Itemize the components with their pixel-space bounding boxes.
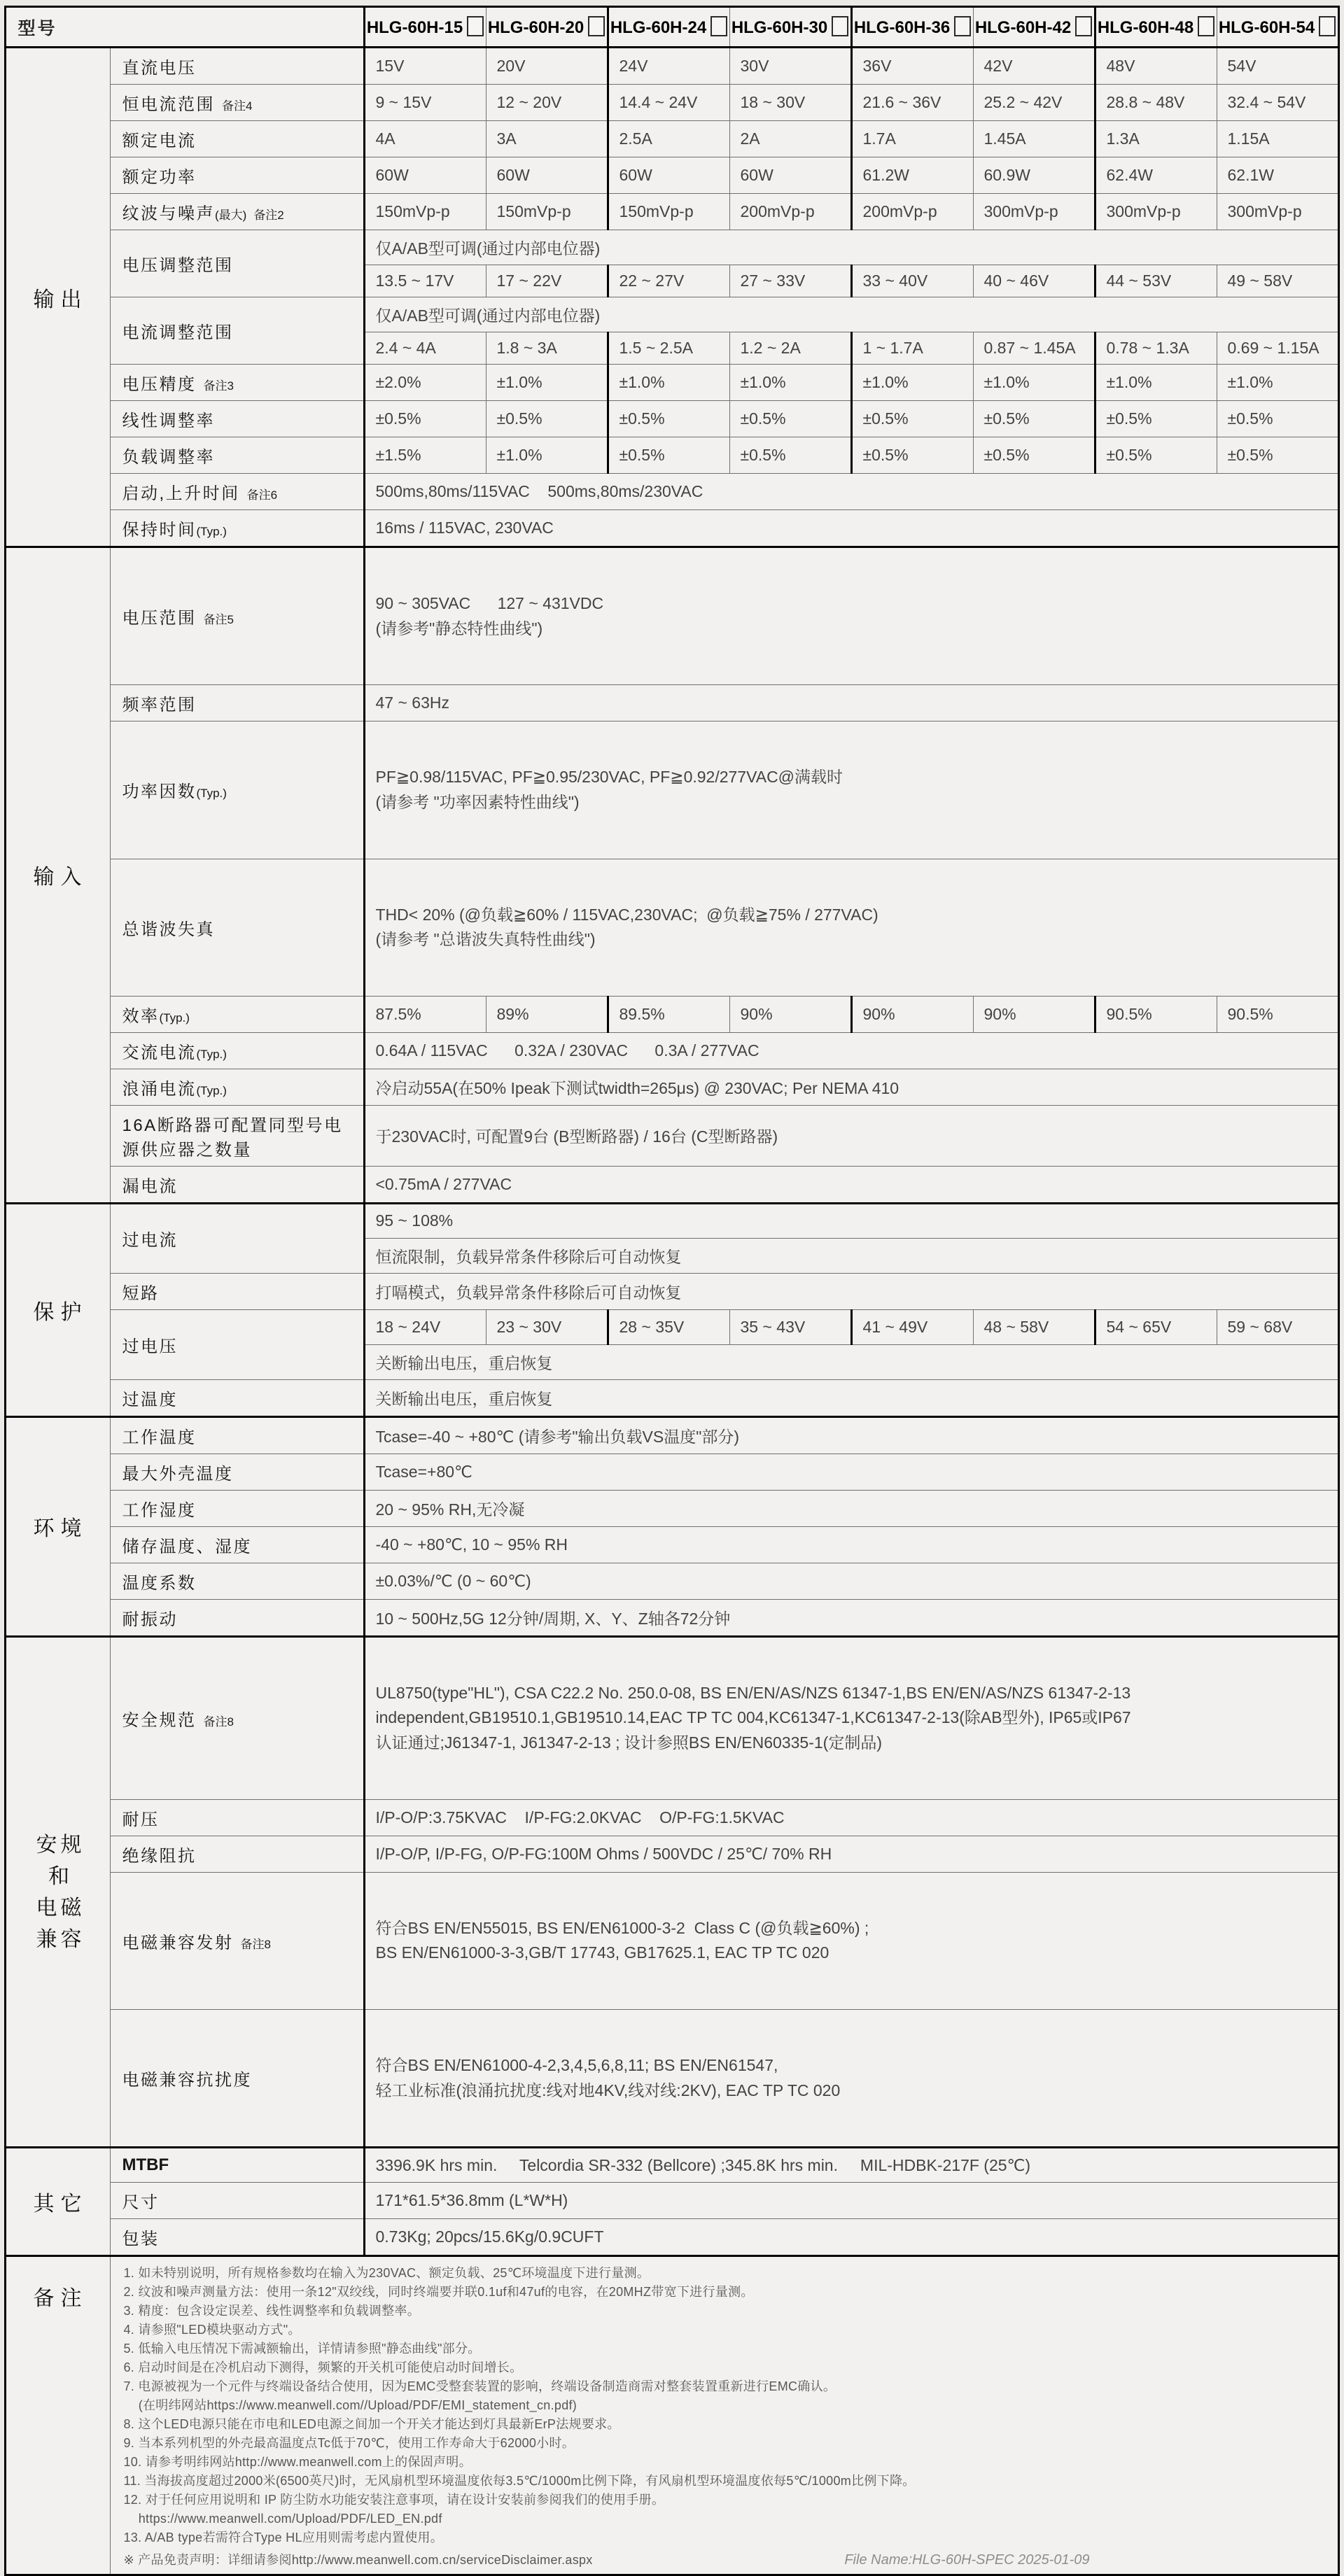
row-label: 功率因数(Typ.) [111, 722, 364, 859]
spec-value-cell: 60.9W [973, 157, 1095, 194]
spec-value-cell: 60W [729, 157, 851, 194]
spec-value-full: THD< 20% (@负载≧60% / 115VAC,230VAC; @负载≧75% / 277VAC) (请参考 "总谐波失真特性曲线") [364, 859, 1338, 996]
spec-value-cell: 54V [1217, 48, 1338, 85]
row-label: 额定电流 [111, 121, 364, 157]
spec-value-cell: ±0.5% [851, 401, 973, 437]
spec-value-cell: 18 ~ 30V [729, 85, 851, 121]
spec-value-full: PF≧0.98/115VAC, PF≧0.95/230VAC, PF≧0.92/277VAC@满载时 (请参考 "功率因素特性曲线") [364, 722, 1338, 859]
section-output [6, 48, 1338, 547]
spec-value-full: 171*61.5*36.8mm (L*W*H) [364, 2183, 1338, 2219]
page-footer [123, 2550, 1327, 2568]
spec-value-cell: 36V [851, 48, 973, 85]
spec-value-cell: 150mVp-p [364, 194, 486, 230]
spec-value-cell: ±2.0% [364, 365, 486, 401]
spec-value-cell: 54 ~ 65V [1095, 1309, 1217, 1344]
row-label: 过电压 [111, 1309, 364, 1379]
spec-row-efficiency [6, 996, 1338, 1032]
model-column-header: HLG-60H-54 [1217, 7, 1338, 48]
spec-value-full: -40 ~ +80℃, 10 ~ 95% RH [364, 1526, 1338, 1563]
spec-value-full: <0.75mA / 277VAC [364, 1166, 1338, 1203]
section-label-notes: 备注 [6, 2256, 111, 2575]
note-line: 11. 当海拔高度超过2000米(6500英尺)时，无风扇机型环境温度依每3.5℃/1000m比例下降，有风扇机型环境温度依每5℃/1000m比例下降。 [123, 2474, 916, 2489]
spec-value-cell: 62.1W [1217, 157, 1338, 194]
spec-value-cell: ±0.5% [851, 437, 973, 474]
spec-value-cell: 2A [729, 121, 851, 157]
spec-value-full: 符合BS EN/EN61000-4-2,3,4,5,6,8,11; BS EN/EN61547, 轻工业标准(浪涌抗扰度:线对地4KV,线对线:2KV), EAC TP TC 020 [364, 2010, 1338, 2148]
disclaimer-text: ※ 产品免责声明：详细请参阅http://www.meanwell.com.cn/serviceDisclaimer.aspx [123, 2553, 593, 2568]
spec-value-cell: 48 ~ 58V [973, 1309, 1095, 1344]
file-name-text: File Name:HLG-60H-SPEC 2025-01-09 [844, 2552, 1090, 2568]
note-line: 10. 请参考明纬网站http://www.meanwell.com上的保固声明。 [123, 2455, 472, 2470]
spec-value-cell: 90% [851, 996, 973, 1032]
spec-value-cell: ±1.0% [729, 365, 851, 401]
spec-value-cell: 28.8 ~ 48V [1095, 85, 1217, 121]
note-line: 13. A/AB type若需符合Type HL应用则需考虑内置使用。 [123, 2531, 444, 2545]
spec-value-cell: 89.5% [608, 996, 729, 1032]
spec-value-cell: 24V [608, 48, 729, 85]
section-environment [6, 1416, 1338, 1636]
spec-value-cell: 27 ~ 33V [729, 265, 851, 297]
spec-row-storage-temp-humidity [6, 1526, 1338, 1563]
blank-option-box [588, 16, 605, 36]
spec-row-ac-current [6, 1032, 1338, 1069]
row-label: 保持时间(Typ.) [111, 510, 364, 547]
spec-row-voltage-adj-note [6, 230, 1338, 265]
model-column-header: HLG-60H-42 [973, 7, 1095, 48]
spec-value-cell: 1 ~ 1.7A [851, 332, 973, 365]
row-label: 直流电压 [111, 48, 364, 85]
spec-value-cell: ±1.0% [973, 365, 1095, 401]
spec-value-cell: ±1.5% [364, 437, 486, 474]
model-column-header: HLG-60H-30 [729, 7, 851, 48]
spec-value-cell: 4A [364, 121, 486, 157]
spec-value-cell: 150mVp-p [486, 194, 608, 230]
spec-value-cell: ±0.5% [1217, 437, 1338, 474]
spec-row-line-regulation [6, 401, 1338, 437]
spec-value-cell: 60W [608, 157, 729, 194]
note-line: 1. 如未特别说明，所有规格参数均在输入为230VAC、额定负载、25℃环境温度下进行量测。 [123, 2266, 650, 2281]
spec-value-cell: 300mVp-p [1217, 194, 1338, 230]
spec-value-full: UL8750(type"HL"), CSA C22.2 No. 250.0-08, BS EN/EN/AS/NZS 61347-1,BS EN/EN/AS/NZS 61347-2-13 independent,GB19510.1,GB19510.14,EAC TP TC 004,KC61347-1,KC61347-2-13(除AB型外), IP65或IP67 认证通过;J61347-1, J61347-2-13 ; 设计参照BS EN/EN60335-1(定制品) [364, 1636, 1338, 1799]
spec-value-full: 符合BS EN/EN55015, BS EN/EN61000-3-2 Class C (@负载≧60%) ; BS EN/EN61000-3-3,GB/T 17743, GB17625.1, EAC TP TC 020 [364, 1872, 1338, 2009]
spec-value-cell: 1.45A [973, 121, 1095, 157]
row-label: 额定功率 [111, 157, 364, 194]
model-header-row [6, 7, 1338, 48]
spec-value-cell: 89% [486, 996, 608, 1032]
spec-value-cell: 90.5% [1217, 996, 1338, 1032]
spec-value-cell: 48V [1095, 48, 1217, 85]
spec-value-cell: 300mVp-p [973, 194, 1095, 230]
spec-row-leakage-current [6, 1166, 1338, 1203]
spec-value-cell: 3A [486, 121, 608, 157]
spec-row-dimension [6, 2183, 1338, 2219]
section-others [6, 2148, 1338, 2256]
row-label: 安全规范 备注8 [111, 1636, 364, 1799]
spec-value-cell: ±0.5% [1095, 437, 1217, 474]
spec-value-cell: 32.4 ~ 54V [1217, 85, 1338, 121]
notes-row [6, 2256, 1338, 2575]
note-line: 7. 电源被视为一个元件与终端设备结合使用，因为EMC受整套装置的影响，终端设备制造商需对整套装置重新进行EMC确认。 [123, 2379, 836, 2394]
spec-value-cell: 60W [364, 157, 486, 194]
spec-value-full: 0.64A / 115VAC 0.32A / 230VAC 0.3A / 277VAC [364, 1032, 1338, 1069]
adjust-condition-text: 仅A/AB型可调(通过内部电位器) [364, 297, 1338, 332]
spec-value-full: 500ms,80ms/115VAC 500ms,80ms/230VAC [364, 474, 1338, 510]
row-label: 最大外壳温度 [111, 1454, 364, 1490]
spec-value-cell: 87.5% [364, 996, 486, 1032]
model-label: 型号 [6, 7, 364, 48]
spec-value-full: 冷启动55A(在50% Ipeak下测试twidth=265μs) @ 230VAC; Per NEMA 410 [364, 1069, 1338, 1105]
blank-option-box [954, 16, 971, 36]
spec-row-over-current-range [6, 1203, 1338, 1238]
blank-option-box [467, 16, 484, 36]
note-line: 3. 精度：包含设定误差、线性调整率和负载调整率。 [123, 2304, 420, 2318]
spec-value-cell: ±0.5% [973, 437, 1095, 474]
spec-value-cell: 20V [486, 48, 608, 85]
note-line: (在明纬网站https://www.meanwell.com//Upload/PDF/EMI_statement_cn.pdf) [123, 2398, 578, 2413]
section-label-safety-emc: 安规 和 电磁 兼容 [6, 1636, 111, 2147]
spec-value-full: 10 ~ 500Hz,5G 12分钟/周期, X、Y、Z轴各72分钟 [364, 1599, 1338, 1636]
spec-value-full: 于230VAC时, 可配置9台 (B型断路器) / 16台 (C型断路器) [364, 1105, 1338, 1166]
spec-value-full: 0.73Kg; 20pcs/15.6Kg/0.9CUFT [364, 2219, 1338, 2256]
row-label: 总谐波失真 [111, 859, 364, 996]
spec-row-inrush-current [6, 1069, 1338, 1105]
section-safety-emc [6, 1636, 1338, 2147]
spec-value-cell: ±0.5% [608, 437, 729, 474]
spec-value-cell: 12 ~ 20V [486, 85, 608, 121]
spec-row-rated-power [6, 157, 1338, 194]
row-label: 工作湿度 [111, 1490, 364, 1526]
spec-value-cell: 9 ~ 15V [364, 85, 486, 121]
spec-value-cell: 42V [973, 48, 1095, 85]
spec-row-temp-coefficient [6, 1563, 1338, 1599]
spec-value-cell: ±0.5% [1095, 401, 1217, 437]
spec-value-cell: 21.6 ~ 36V [851, 85, 973, 121]
spec-value-full: 关断输出电压，重启恢复 [364, 1344, 1338, 1379]
spec-row-power-factor [6, 722, 1338, 859]
spec-value-cell: ±1.0% [851, 365, 973, 401]
spec-value-cell: 13.5 ~ 17V [364, 265, 486, 297]
note-line: 9. 当本系列机型的外壳最高温度点Tc低于70℃，使用工作寿命大于62000小时。 [123, 2436, 575, 2451]
spec-value-cell: 0.87 ~ 1.45A [973, 332, 1095, 365]
spec-row-over-voltage-values [6, 1309, 1338, 1344]
model-column-header: HLG-60H-36 [851, 7, 973, 48]
row-label: 恒电流范围 备注4 [111, 85, 364, 121]
row-label: 电磁兼容抗扰度 [111, 2010, 364, 2148]
section-label-protection: 保护 [6, 1203, 111, 1416]
spec-value-cell: 62.4W [1095, 157, 1217, 194]
spec-row-setup-rise-time [6, 474, 1338, 510]
spec-value-cell: 33 ~ 40V [851, 265, 973, 297]
spec-value-cell: 60W [486, 157, 608, 194]
row-label: 漏电流 [111, 1166, 364, 1203]
spec-value-full: 16ms / 115VAC, 230VAC [364, 510, 1338, 547]
spec-value-cell: 41 ~ 49V [851, 1309, 973, 1344]
spec-row-working-humidity [6, 1490, 1338, 1526]
spec-value-cell: ±1.0% [486, 437, 608, 474]
row-label: 工作温度 [111, 1416, 364, 1454]
row-label: 效率(Typ.) [111, 996, 364, 1032]
row-label: 浪涌电流(Typ.) [111, 1069, 364, 1105]
blank-option-box [1075, 16, 1092, 36]
spec-value-cell: ±0.5% [608, 401, 729, 437]
spec-value-cell: 150mVp-p [608, 194, 729, 230]
row-label: 短路 [111, 1273, 364, 1309]
blank-option-box [710, 16, 727, 36]
spec-value-cell: ±0.5% [973, 401, 1095, 437]
spec-value-cell: ±0.5% [1217, 401, 1338, 437]
spec-value-cell: 61.2W [851, 157, 973, 194]
model-column-header: HLG-60H-20 [486, 7, 608, 48]
section-notes [6, 2256, 1338, 2575]
spec-value-cell: ±0.5% [729, 401, 851, 437]
spec-value-cell: 17 ~ 22V [486, 265, 608, 297]
row-label: 过温度 [111, 1379, 364, 1416]
spec-row-isolation-resistance [6, 1836, 1338, 1872]
row-label: 包装 [111, 2219, 364, 2256]
spec-row-rated-current [6, 121, 1338, 157]
spec-value-cell: 0.78 ~ 1.3A [1095, 332, 1217, 365]
spec-row-frequency-range [6, 685, 1338, 722]
spec-value-cell: 300mVp-p [1095, 194, 1217, 230]
spec-row-withstand-voltage [6, 1799, 1338, 1836]
spec-row-max-case-temp [6, 1454, 1338, 1490]
row-label: 16A断路器可配置同型号电源供应器之数量 [111, 1105, 364, 1166]
model-column-header: HLG-60H-24 [608, 7, 729, 48]
spec-row-short-circuit [6, 1273, 1338, 1309]
blank-option-box [1198, 16, 1214, 36]
section-label-input: 输入 [6, 547, 111, 1204]
row-label: 绝缘阻抗 [111, 1836, 364, 1872]
row-label: 温度系数 [111, 1563, 364, 1599]
spec-value-full: 3396.9K hrs min. Telcordia SR-332 (Bellcore) ;345.8K hrs min. MIL-HDBK-217F (25℃) [364, 2148, 1338, 2183]
note-line: https://www.meanwell.com/Upload/PDF/LED_EN.pdf [123, 2512, 442, 2526]
row-label: 启动,上升时间 备注6 [111, 474, 364, 510]
section-label-output: 输出 [6, 48, 111, 547]
spec-value-cell: ±0.5% [486, 401, 608, 437]
spec-value-cell: ±0.5% [729, 437, 851, 474]
spec-value-full: 90 ~ 305VAC 127 ~ 431VDC (请参考"静态特性曲线") [364, 547, 1338, 685]
spec-value-cell: 15V [364, 48, 486, 85]
spec-row-dc-voltage [6, 48, 1338, 85]
spec-row-current-adj-note [6, 297, 1338, 332]
spec-row-emc-immunity [6, 2010, 1338, 2148]
spec-value-cell: 28 ~ 35V [608, 1309, 729, 1344]
spec-value-cell: 59 ~ 68V [1217, 1309, 1338, 1344]
row-label: 耐振动 [111, 1599, 364, 1636]
spec-value-cell: 1.15A [1217, 121, 1338, 157]
spec-row-ripple-noise [6, 194, 1338, 230]
spec-value-cell: 1.7A [851, 121, 973, 157]
row-label: MTBF [111, 2148, 364, 2183]
spec-value-full: 关断输出电压，重启恢复 [364, 1379, 1338, 1416]
spec-value-full: 恒流限制，负载异常条件移除后可自动恢复 [364, 1238, 1338, 1273]
spec-value-cell: 0.69 ~ 1.15A [1217, 332, 1338, 365]
blank-option-box [1319, 16, 1336, 36]
notes-list [123, 2264, 1327, 2547]
row-label: 储存温度、湿度 [111, 1526, 364, 1563]
spec-value-cell: 49 ~ 58V [1217, 265, 1338, 297]
spec-value-cell: 90.5% [1095, 996, 1217, 1032]
row-label: 电压调整范围 [111, 230, 364, 297]
spec-value-cell: 44 ~ 53V [1095, 265, 1217, 297]
row-label: 负载调整率 [111, 437, 364, 474]
spec-row-hold-up-time [6, 510, 1338, 547]
spec-value-cell: 22 ~ 27V [608, 265, 729, 297]
spec-value-full: ±0.03%/℃ (0 ~ 60℃) [364, 1563, 1338, 1599]
note-line: 6. 启动时间是在冷机启动下测得，频繁的开关机可能使启动时间增长。 [123, 2360, 523, 2375]
spec-value-cell: 200mVp-p [729, 194, 851, 230]
spec-value-cell: ±1.0% [608, 365, 729, 401]
spec-value-full: I/P-O/P:3.75KVAC I/P-FG:2.0KVAC O/P-FG:1.5KVAC [364, 1799, 1338, 1836]
row-label: 尺寸 [111, 2183, 364, 2219]
row-label: 过电流 [111, 1203, 364, 1273]
spec-value-cell: 2.4 ~ 4A [364, 332, 486, 365]
spec-value-full: 20 ~ 95% RH,无冷凝 [364, 1490, 1338, 1526]
spec-row-vibration [6, 1599, 1338, 1636]
spec-value-cell: ±0.5% [364, 401, 486, 437]
spec-row-packing [6, 2219, 1338, 2256]
spec-value-cell: 1.8 ~ 3A [486, 332, 608, 365]
spec-sheet-page [0, 6, 1344, 2576]
row-label: 频率范围 [111, 685, 364, 722]
spec-value-cell: 1.2 ~ 2A [729, 332, 851, 365]
spec-value-cell: ±1.0% [1095, 365, 1217, 401]
spec-value-full: 47 ~ 63Hz [364, 685, 1338, 722]
row-label: 耐压 [111, 1799, 364, 1836]
notes-content [111, 2256, 1338, 2575]
spec-row-voltage-tolerance [6, 365, 1338, 401]
spec-value-cell: ±1.0% [1217, 365, 1338, 401]
spec-value-cell: 35 ~ 43V [729, 1309, 851, 1344]
note-line: 4. 请参照"LED模块驱动方式"。 [123, 2323, 301, 2337]
spec-value-cell: 90% [729, 996, 851, 1032]
spec-value-full: Tcase=-40 ~ +80℃ (请参考"输出负载VS温度"部分) [364, 1416, 1338, 1454]
row-label: 电磁兼容发射 备注8 [111, 1872, 364, 2009]
spec-value-cell: ±1.0% [486, 365, 608, 401]
note-line: 5. 低输入电压情况下需减额输出，详情请参照"静态曲线"部分。 [123, 2342, 481, 2356]
spec-value-cell: 1.5 ~ 2.5A [608, 332, 729, 365]
model-column-header: HLG-60H-15 [364, 7, 486, 48]
row-label: 纹波与噪声(最大) 备注2 [111, 194, 364, 230]
section-label-others: 其它 [6, 2148, 111, 2256]
adjust-condition-text: 仅A/AB型可调(通过内部电位器) [364, 230, 1338, 265]
spec-value-cell: 2.5A [608, 121, 729, 157]
spec-table [4, 6, 1339, 2576]
spec-row-over-temperature [6, 1379, 1338, 1416]
spec-row-mtbf [6, 2148, 1338, 2183]
spec-row-breaker-count [6, 1105, 1338, 1166]
spec-row-thd [6, 859, 1338, 996]
spec-row-safety-standards [6, 1636, 1338, 1799]
row-label: 电压精度 备注3 [111, 365, 364, 401]
spec-value-cell: 14.4 ~ 24V [608, 85, 729, 121]
section-input [6, 547, 1338, 1204]
spec-value-full: Tcase=+80℃ [364, 1454, 1338, 1490]
note-line: 8. 这个LED电源只能在市电和LED电源之间加一个开关才能达到灯具最新ErP法规要求。 [123, 2417, 620, 2432]
blank-option-box [832, 16, 848, 36]
note-line: 12. 对于任何应用说明和 IP 防尘防水功能安装注意事项，请在设计安装前参阅我们的使用手册。 [123, 2493, 665, 2507]
spec-value-cell: 40 ~ 46V [973, 265, 1095, 297]
spec-value-cell: 30V [729, 48, 851, 85]
model-column-header: HLG-60H-48 [1095, 7, 1217, 48]
row-label: 电压范围 备注5 [111, 547, 364, 685]
spec-value-cell: 200mVp-p [851, 194, 973, 230]
row-label: 电流调整范围 [111, 297, 364, 365]
spec-value-full: 95 ~ 108% [364, 1203, 1338, 1238]
section-protection [6, 1203, 1338, 1416]
spec-value-full: 打嗝模式，负载异常条件移除后可自动恢复 [364, 1273, 1338, 1309]
spec-row-working-temp [6, 1416, 1338, 1454]
row-label: 交流电流(Typ.) [111, 1032, 364, 1069]
note-line: 2. 纹波和噪声测量方法：使用一条12"双绞线，同时终端要并联0.1uf和47uf的电容，在20MHZ带宽下进行量测。 [123, 2285, 754, 2300]
spec-row-voltage-range [6, 547, 1338, 685]
spec-value-cell: 1.3A [1095, 121, 1217, 157]
spec-value-full: I/P-O/P, I/P-FG, O/P-FG:100M Ohms / 500VDC / 25℃/ 70% RH [364, 1836, 1338, 1872]
section-label-environment: 环境 [6, 1416, 111, 1636]
spec-row-cc-range [6, 85, 1338, 121]
spec-row-emc-emission [6, 1872, 1338, 2009]
spec-value-cell: 18 ~ 24V [364, 1309, 486, 1344]
spec-value-cell: 23 ~ 30V [486, 1309, 608, 1344]
row-label: 线性调整率 [111, 401, 364, 437]
spec-value-cell: 25.2 ~ 42V [973, 85, 1095, 121]
spec-row-load-regulation [6, 437, 1338, 474]
spec-value-cell: 90% [973, 996, 1095, 1032]
